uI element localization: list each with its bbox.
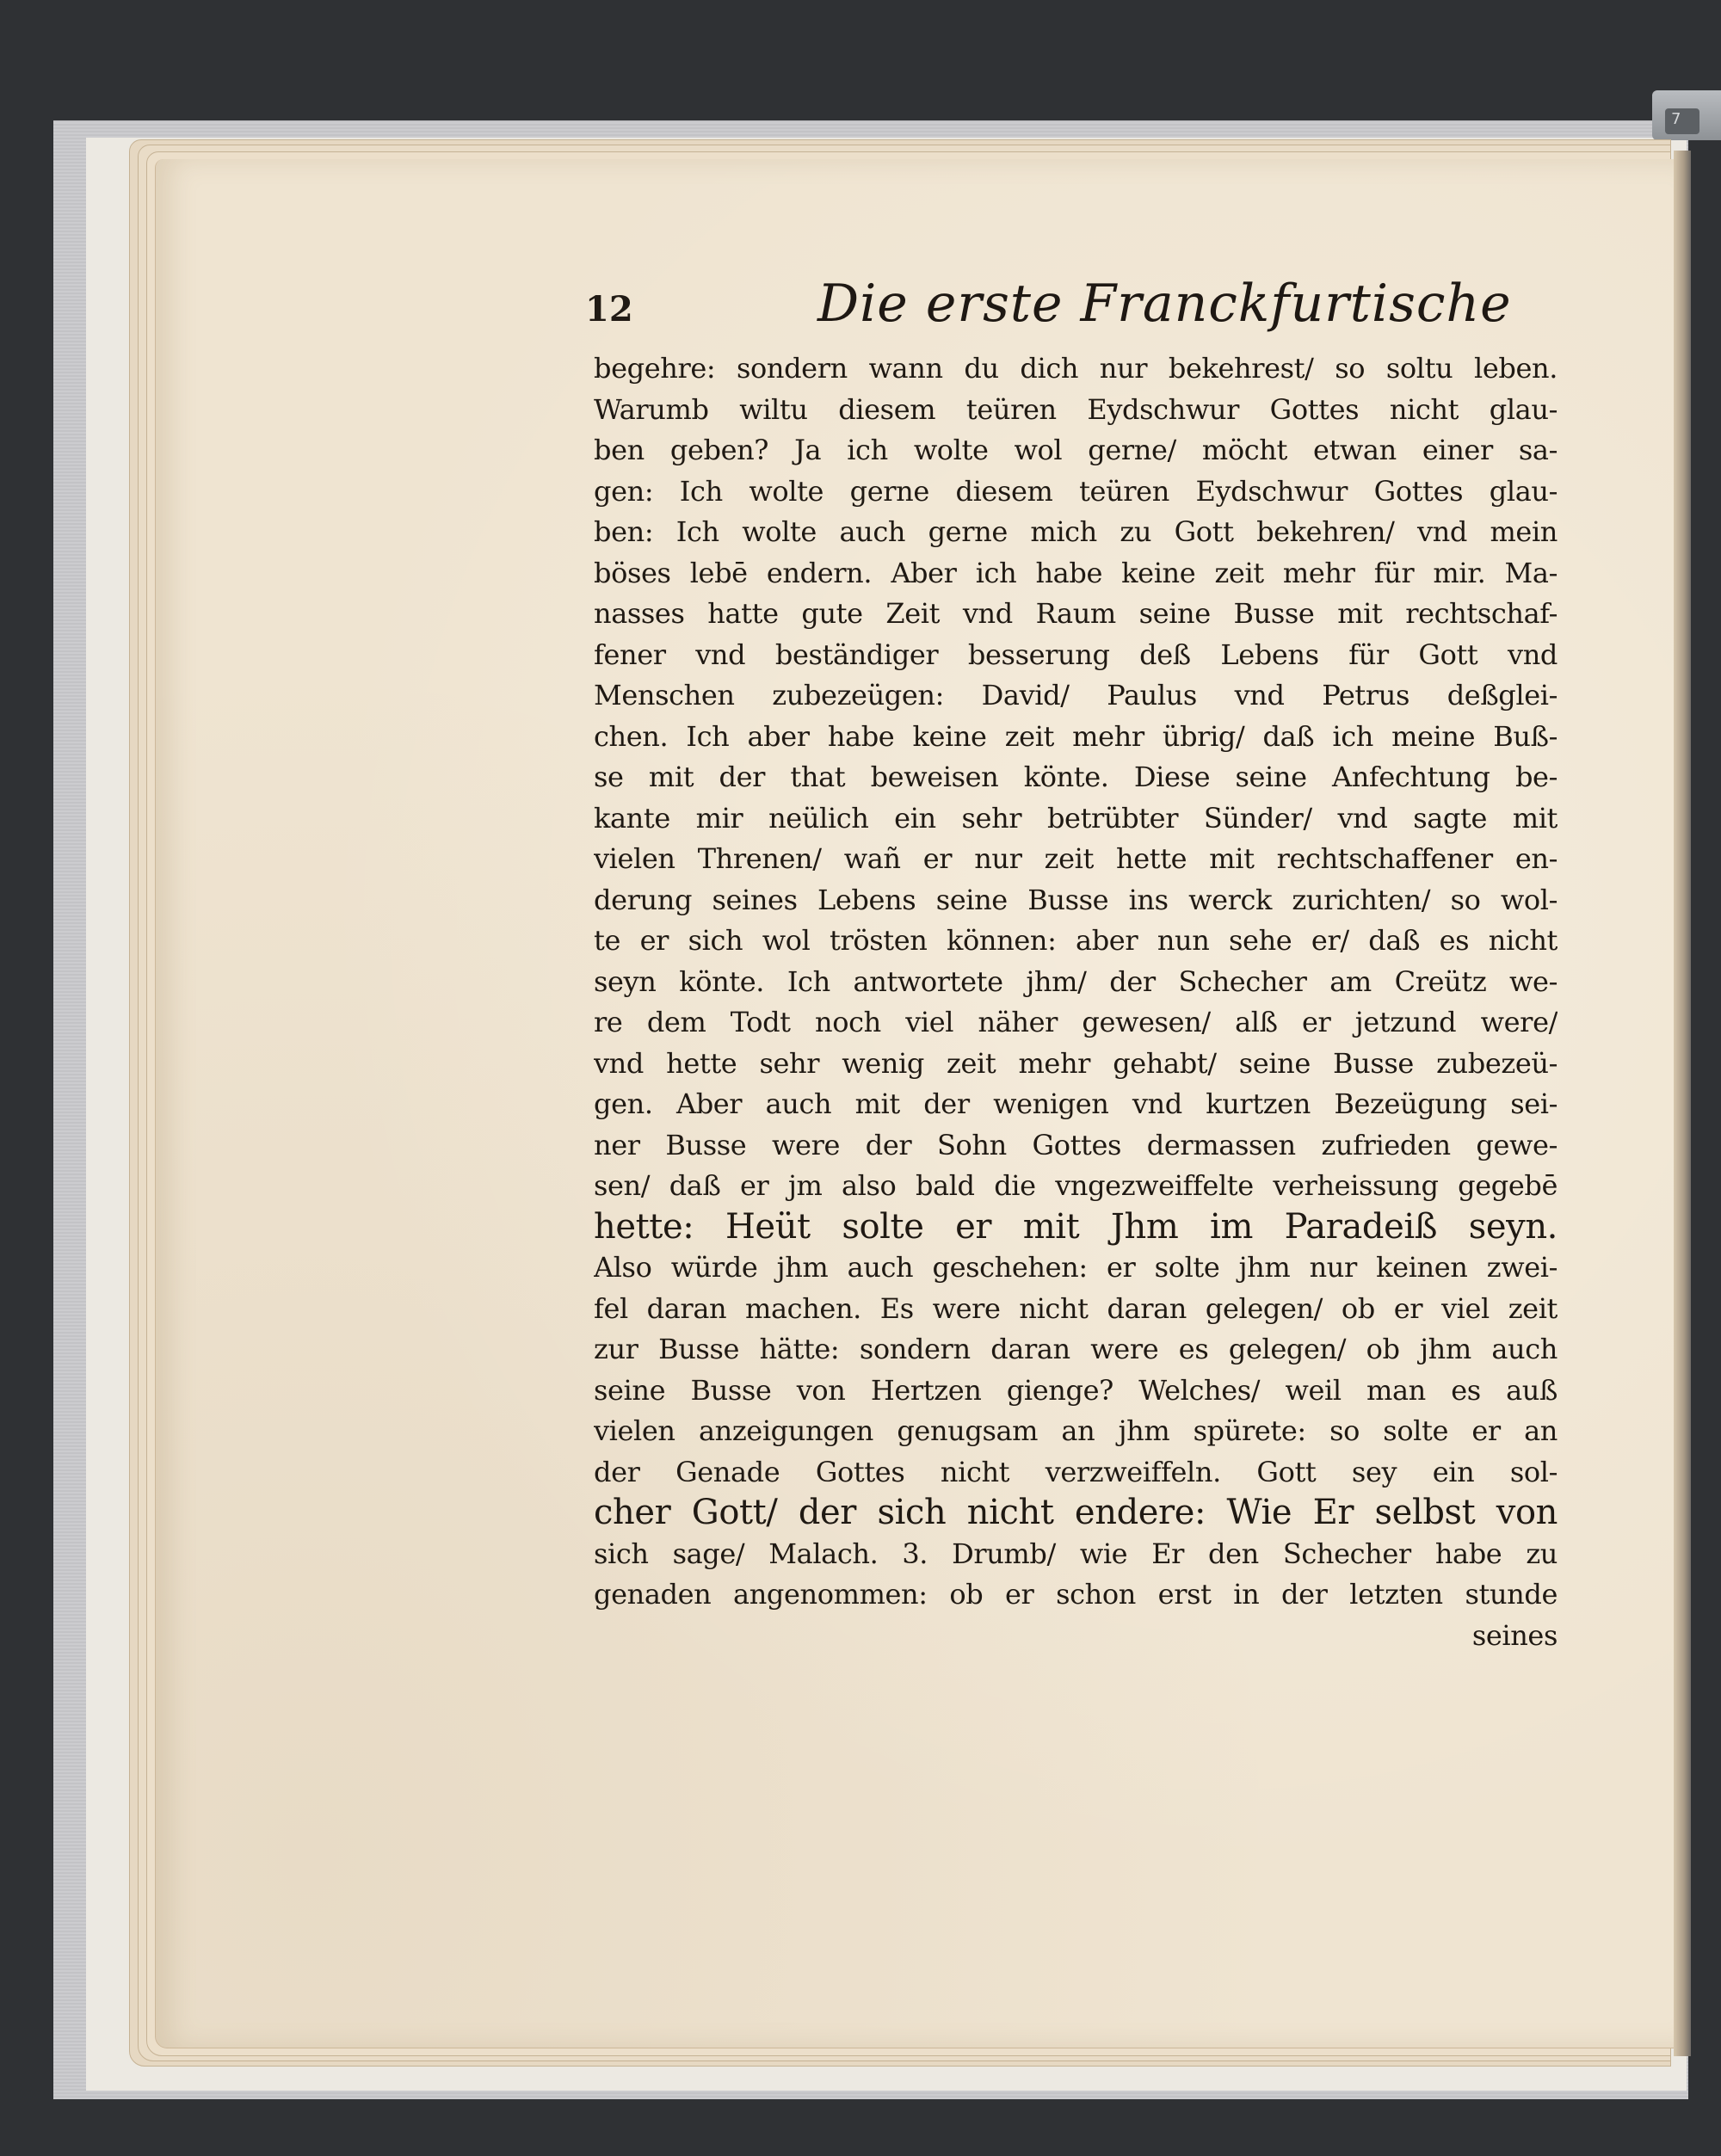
text-line: genaden angenommen: ob er schon erst in der letzten stunde [594, 1578, 1558, 1611]
text-line: ben: Ich wolte auch gerne mich zu Gott bekehren/ vnd mein [594, 515, 1558, 548]
running-title: Die erste Franckfurtische [817, 274, 1512, 334]
text-line: seine Busse von Hertzen gienge? Welches/ weil man es auß [594, 1373, 1558, 1407]
text-line: seyn könte. Ich antwortete jhm/ der Schecher am Creütz we- [594, 964, 1558, 998]
text-line: böses lebē endern. Aber ich habe keine zeit mehr für mir. Ma- [594, 556, 1558, 589]
text-line: Also würde jhm auch geschehen: er solte jhm nur keinen zwei- [594, 1251, 1558, 1284]
body-text [594, 348, 1558, 1656]
text-line: fener vnd beständiger besserung deß Lebens für Gott vnd [594, 638, 1558, 671]
text-line: ner Busse were der Sohn Gottes dermassen zufrieden gewe- [594, 1128, 1558, 1161]
catchword: seines [1471, 1618, 1558, 1652]
text-line: vielen Threnen/ wañ er nur zeit hette mit rechtschaffener en- [594, 842, 1558, 875]
text-line: sen/ daß er jm also bald die vngezweiffelte verheissung gegebē [594, 1169, 1558, 1202]
clip-tab [1665, 108, 1699, 134]
text-line: Warumb wiltu diesem teüren Eydschwur Gottes nicht glau- [594, 392, 1558, 426]
text-line: zur Busse hätte: sondern daran were es gelegen/ ob jhm auch [594, 1333, 1558, 1365]
text-line: se mit der that beweisen könte. Diese seine Anfechtung be- [594, 761, 1558, 793]
text-line: kante mir neülich ein sehr betrübter Sünder/ vnd sagte mit [594, 801, 1558, 835]
page-number: 12 [585, 289, 633, 330]
text-line: fel daran machen. Es were nicht daran gelegen/ ob er viel zeit [594, 1291, 1558, 1325]
text-line: vielen anzeigungen genugsam an jhm spürete: so solte er an [594, 1414, 1558, 1447]
text-line: te er sich wol trösten können: aber nun sehe er/ daß es nicht [594, 924, 1558, 957]
text-line-emphasis: hette: Heüt solte er mit Jhm im Paradeiß seyn. [594, 1206, 1558, 1247]
text-line: ben geben? Ja ich wolte wol gerne/ möcht etwan einer sa- [594, 434, 1558, 466]
text-line: vnd hette sehr wenig zeit mehr gehabt/ seine Busse zubezeü- [594, 1046, 1558, 1080]
text-line: gen: Ich wolte gerne diesem teüren Eydschwur Gottes glau- [594, 474, 1558, 508]
clip-tab-label: 7 [1671, 110, 1681, 128]
text-line: der Genade Gottes nicht verzweiffeln. Gott sey ein sol- [594, 1455, 1558, 1488]
page-header [585, 274, 1566, 342]
text-line: Menschen zubezeügen: David/ Paulus vnd Petrus deßglei- [594, 679, 1558, 711]
text-line: begehre: sondern wann du dich nur bekehrest/ so soltu leben. [594, 352, 1558, 385]
text-line: chen. Ich aber habe keine zeit mehr übrig/ daß ich meine Buß- [594, 719, 1558, 753]
text-line: derung seines Lebens seine Busse ins werck zurichten/ so wol- [594, 883, 1558, 916]
text-line: gen. Aber auch mit der wenigen vnd kurtzen Bezeügung sei- [594, 1087, 1558, 1120]
text-line: nasses hatte gute Zeit vnd Raum seine Busse mit rechtschaf- [594, 597, 1558, 630]
text-line-emphasis: cher Gott/ der sich nicht endere: Wie Er selbst von [594, 1493, 1558, 1532]
text-line: sich sage/ Malach. 3. Drumb/ wie Er den Schecher habe zu [594, 1537, 1558, 1570]
book-gutter [1674, 151, 1691, 2056]
text-line: re dem Todt noch viel näher gewesen/ alß er jetzund were/ [594, 1006, 1558, 1038]
